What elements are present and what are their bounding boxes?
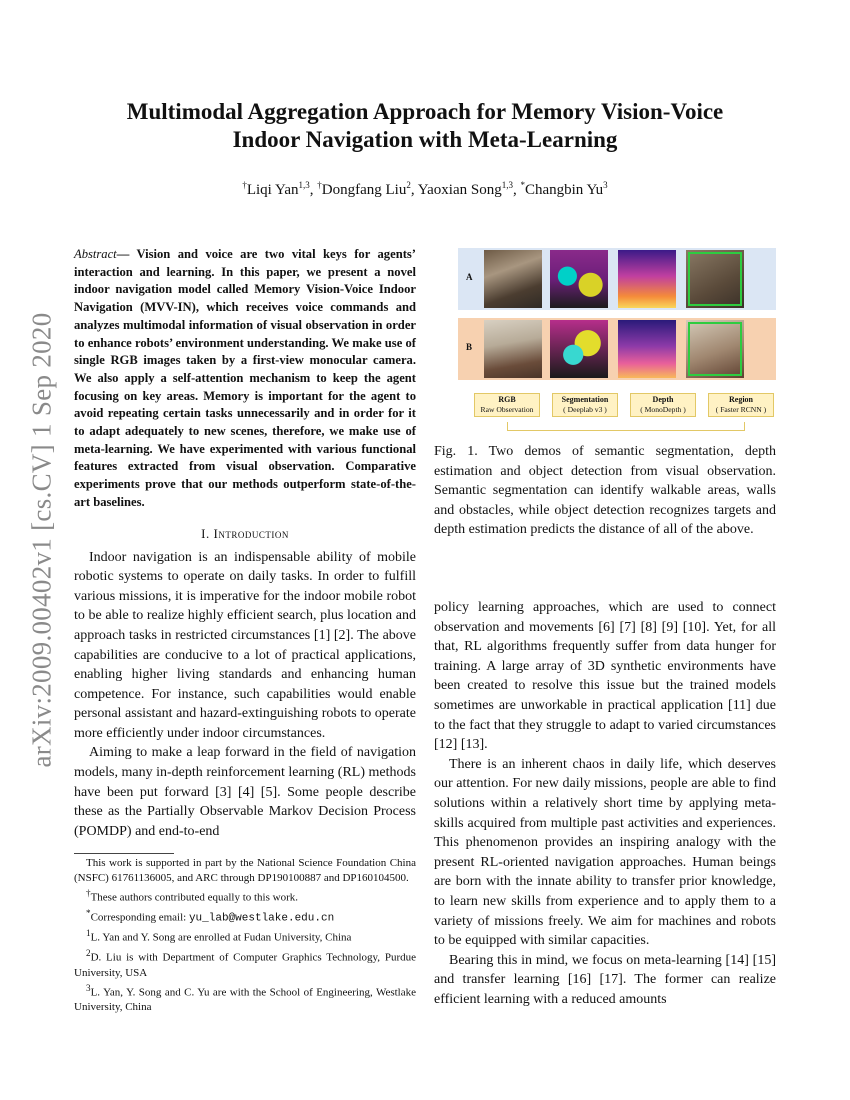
- author-4-mark: *: [520, 180, 525, 190]
- label-depth-title: Depth: [652, 395, 674, 404]
- left-column: [74, 246, 416, 841]
- right-paragraph-2: There is an inherent chaos in daily life, which deserves our attention. For new daily missions, people are able to find solutions within a relatively short time by applying meta-skills acquired from multiple past activities and experiences. This phenomenon provides an inspiring analogy with the present RL-oriented navigation approaches. Human beings are born with the innate ability to transfer prior knowledge, to learn new skills from experience and to apply them to a variety of missions freely. We aim for machines and robots to be equipped with similar capacities.: [434, 756, 776, 949]
- arxiv-stamp-text: arXiv:2009.00402v1 [cs.CV] 1 Sep 2020: [26, 312, 57, 768]
- footnote-affil-3: [74, 981, 416, 1016]
- row-a-depth-image: [618, 250, 676, 308]
- paper-title: [70, 98, 780, 154]
- figure-1: [458, 248, 776, 433]
- footnote-equal-mark: †: [86, 888, 91, 898]
- author-1: Liqi Yan: [246, 182, 299, 198]
- section-number: I.: [201, 525, 214, 541]
- figure-row-b: [458, 318, 776, 380]
- title-line-1: Multimodal Aggregation Approach for Memory Vision-Voice: [126, 99, 724, 124]
- author-4: Changbin Yu: [524, 182, 604, 198]
- section-heading-introduction: [74, 526, 416, 542]
- row-a-label: A: [466, 272, 473, 282]
- row-b-rgb-image: [484, 320, 542, 378]
- footnote-affil-2-text: D. Liu is with Department of Computer Graphics Technology, Purdue University, USA: [74, 951, 416, 979]
- footnote-corr-label: Corresponding email:: [90, 911, 189, 924]
- row-b-label: B: [466, 342, 473, 352]
- label-rgb: [474, 393, 540, 417]
- author-2-mark: †: [317, 180, 322, 190]
- author-2-affil: 2: [406, 180, 411, 190]
- footnote-support: This work is supported in part by the National Science Foundation China (NSFC) 61761136005, and ARC through DP190100887 and DP160104500.: [74, 857, 416, 884]
- intro-paragraph-2: Aiming to make a leap forward in the field of navigation models, many in-depth reinforcement learning (RL) methods have been put forward [3] [4] [5]. Some people describe these as the Partially Observable Markov Decision Process (POMDP) and end-to-end: [74, 745, 416, 839]
- figure-row-a: [458, 248, 776, 310]
- right-paragraph-3: Bearing this in mind, we focus on meta-learning [14] [15] and transfer learning [16] [17]. The former can realize efficient learning with a reduced amounts: [434, 952, 776, 1007]
- corresponding-email-link[interactable]: yu_lab@westlake.edu.cn: [188, 912, 335, 925]
- label-rgb-title: RGB: [498, 395, 516, 404]
- row-a-segmentation-image: [550, 250, 608, 308]
- right-column: [434, 598, 776, 1009]
- footnote-equal-text: These authors contributed equally to this work.: [90, 891, 299, 904]
- label-depth: [630, 393, 696, 417]
- footnote-rule: [74, 853, 174, 854]
- footnote-corr-mark: *: [86, 907, 91, 918]
- abstract-lead: Abstract: [74, 247, 117, 261]
- figure-1-caption: Fig. 1. Two demos of semantic segmentation, depth estimation and object detection from visual observation. Semantic segmentation can identify walkable areas, walls and obstacles, while object detection recognizes targets and depth estimation predicts the distance of all of the above.: [434, 444, 776, 537]
- footnotes: [74, 856, 416, 1015]
- author-2: Dongfang Liu: [321, 182, 407, 198]
- label-region-title: Region: [729, 395, 753, 404]
- row-a-rgb-image: [484, 250, 542, 308]
- label-segmentation: [552, 393, 618, 417]
- footnote-affil-1-mark: 1: [86, 928, 91, 939]
- abstract-text: — Vision and voice are two vital keys for agents’ interaction and learning. In this paper, we present a novel indoor navigation model called Memory Vision-Voice Indoor Navigation (MVV-IN), which receives voice commands and analyzes multimodal information of visual observation in order to enhance robots’ environment understanding. We make use of single RGB images taken by a first-view monocular camera. We also apply a self-attention mechanism to keep the agent focusing on key areas. Memory is important for the agent to avoid repeating certain tasks unnecessarily and in order for it to adapt adequately to new scenes, therefore, we make use of meta-learning. We have experimented with various functional features extracted from visual observation. Comparative experiments prove that our methods outperform state-of-the-art baselines.: [74, 247, 416, 509]
- footnote-affil-3-text: L. Yan, Y. Song and C. Yu are with the School of Engineering, Westlake University, China: [74, 986, 416, 1014]
- label-segmentation-sub: ( Deeplab v3 ): [563, 405, 607, 414]
- row-a-region-image: [686, 250, 744, 308]
- footnote-affil-1-text: L. Yan and Y. Song are enrolled at Fudan University, China: [90, 931, 352, 944]
- label-connector: [507, 422, 745, 431]
- label-depth-sub: ( MonoDepth ): [640, 405, 686, 414]
- abstract: [74, 246, 416, 512]
- footnote-affil-2-mark: 2: [86, 947, 91, 958]
- footnote-affil-1: [74, 926, 416, 946]
- footnote-affil-2: [74, 946, 416, 981]
- figure-label-row: [474, 393, 774, 419]
- section-title: Introduction: [213, 525, 289, 541]
- label-rgb-sub: Raw Observation: [480, 405, 534, 414]
- right-paragraph-1: policy learning approaches, which are used to connect observation and movements [6] [7] [8] [9] [10]. Yet, for all that, RL algorithms frequently suffer from data hunger for training. A large array of 3D synthetic environments have been created to resolve this issue but the trained models sometimes are unworkable in practical application [11] due to the fact that they struggle to adapt to varied circumstances [12] [13].: [434, 600, 776, 753]
- row-b-segmentation-image: [550, 320, 608, 378]
- row-b-depth-image: [618, 320, 676, 378]
- footnote-corresponding: [74, 906, 416, 927]
- title-line-2: Indoor Navigation with Meta-Learning: [232, 127, 618, 152]
- label-segmentation-title: Segmentation: [561, 395, 609, 404]
- author-1-mark: †: [242, 180, 247, 190]
- intro-paragraph-1: Indoor navigation is an indispensable ability of mobile robotic systems to operate on daily tasks. In order to fulfill various missions, it is imperative for the indoor mobile robot to be able to realize highly efficient search, plus location and approach tasks in restricted circumstances [1] [2]. The above capabilities are conducive to a lot of practical applications, enabling higher living standards and enhancing human competence. For instance, such capabilities would enable personal assistant and hazard-extinguishing robots to operate more efficiently under indoor circumstances.: [74, 549, 416, 741]
- author-3: Yaoxian Song: [417, 182, 502, 198]
- label-region: [708, 393, 774, 417]
- arxiv-stamp: [22, 300, 62, 780]
- footnote-equal: [74, 886, 416, 906]
- author-list: †Liqi Yan$^{1,3}$, †Dongfang Liu$^2$, Yaoxian Song$^{1,3}$, *Changbin Yu$^3$: [242, 180, 608, 198]
- author-3-affil: 1,3: [501, 180, 513, 190]
- label-region-sub: ( Faster RCNN ): [715, 405, 767, 414]
- author-1-affil: 1,3: [298, 180, 310, 190]
- footnote-affil-3-mark: 3: [86, 982, 91, 993]
- author-4-affil: 3: [603, 180, 608, 190]
- row-b-region-image: [686, 320, 744, 378]
